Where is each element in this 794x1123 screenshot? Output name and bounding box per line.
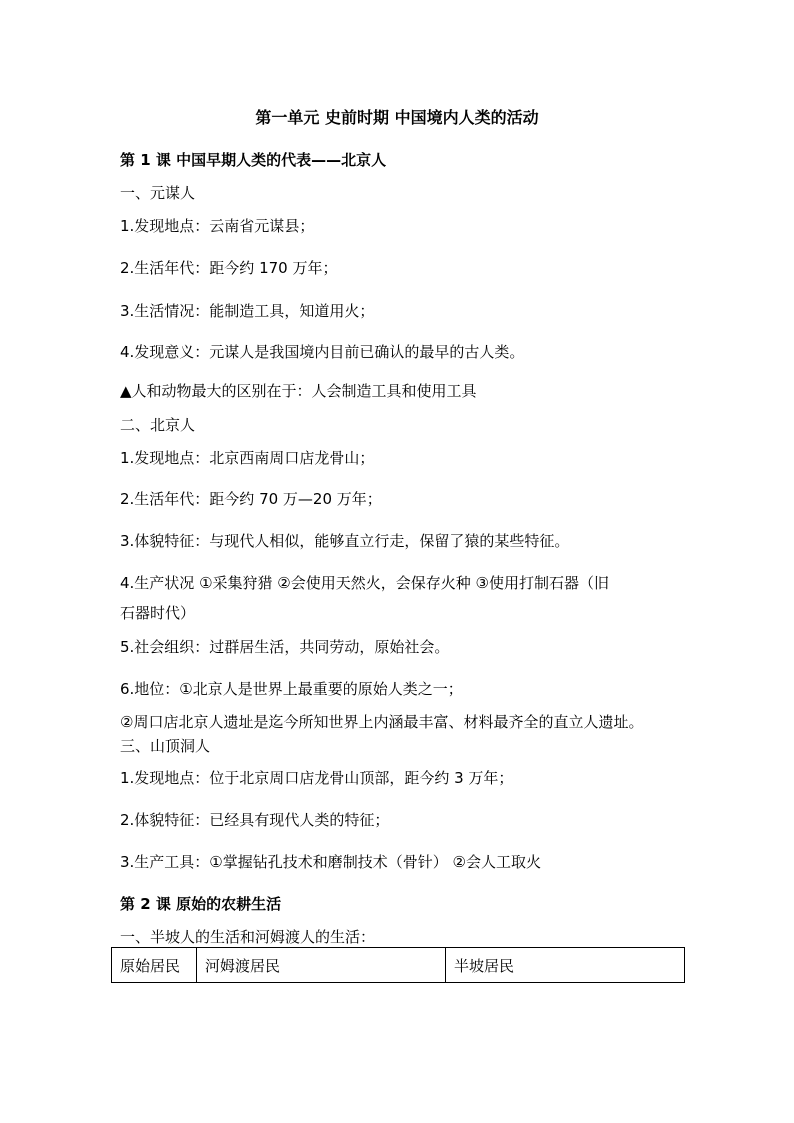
lesson-1-title: 第 1 课 中国早期人类的代表——北京人: [120, 151, 387, 169]
table-row: [112, 948, 685, 983]
list-item: 3.生活情况：能制造工具，知道用火；: [120, 302, 375, 320]
unit-title: 第一单元 史前时期 中国境内人类的活动: [255, 108, 539, 127]
list-item: 2.生活年代：距今约 170 万年；: [120, 259, 338, 277]
list-item: 6.地位：①北京人是世界上最重要的原始人类之一；: [120, 680, 463, 698]
list-item: 3.生产工具：①掌握钻孔技术和磨制技术（骨针） ②会人工取火: [120, 853, 541, 871]
table-header-cell: 河姆渡居民: [197, 948, 446, 983]
list-item: 2.生活年代：距今约 70 万—20 万年；: [120, 490, 382, 508]
section-heading-banpo-hemudu: 一、半坡人的生活和河姆渡人的生活：: [120, 928, 376, 946]
list-item: ②周口店北京人遗址是迄今所知世界上内涵最丰富、材料最齐全的直立人遗址。: [120, 713, 644, 731]
list-item: 4.生产状况 ①采集狩猎 ②会使用天然火，会保存火种 ③使用打制石器（旧: [120, 574, 609, 592]
table-header-cell: 半坡居民: [446, 948, 685, 983]
list-item-continuation: 石器时代）: [120, 604, 196, 622]
section-heading-shandingdong: 三、山顶洞人: [120, 737, 211, 755]
table-header-cell: 原始居民: [112, 948, 197, 983]
list-item: 4.发现意义：元谋人是我国境内目前已确认的最早的古人类。: [120, 343, 525, 361]
list-item: 1.发现地点：位于北京周口店龙骨山顶部，距今约 3 万年；: [120, 769, 514, 787]
section-heading-beijing: 二、北京人: [120, 416, 196, 434]
list-item: 3.体貌特征：与现代人相似，能够直立行走，保留了猿的某些特征。: [120, 532, 570, 550]
section-heading-yuanmou: 一、元谋人: [120, 184, 196, 202]
lesson-2-title: 第 2 课 原始的农耕生活: [120, 895, 282, 913]
list-item: 1.发现地点：北京西南周口店龙骨山；: [120, 449, 375, 467]
list-item: 5.社会组织：过群居生活，共同劳动，原始社会。: [120, 638, 450, 656]
list-item: 1.发现地点：云南省元谋县；: [120, 217, 315, 235]
note-line: ▲人和动物最大的区别在于：人会制造工具和使用工具: [120, 382, 477, 400]
comparison-table: [111, 947, 685, 983]
list-item: 2.体貌特征：已经具有现代人类的特征；: [120, 811, 390, 829]
